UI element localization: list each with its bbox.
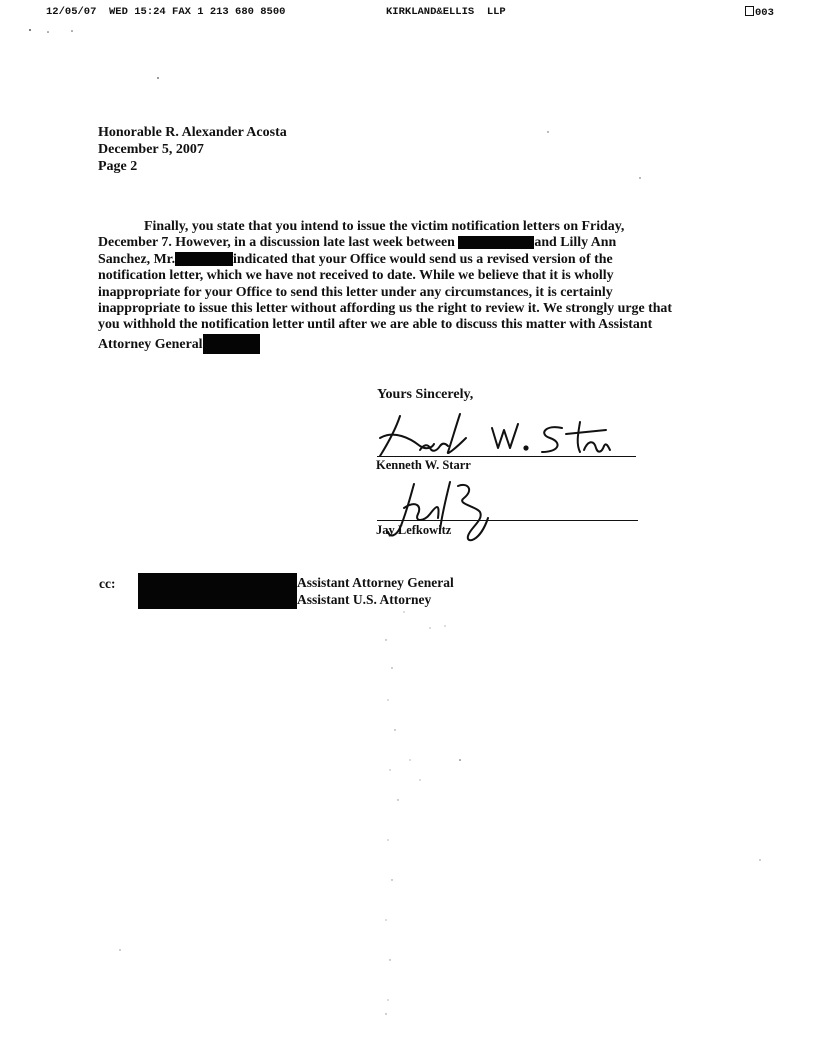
body-line-text: Attorney General <box>98 336 203 352</box>
cc-entry: Assistant U.S. Attorney <box>297 592 432 607</box>
body-line-text: December 7. <box>98 235 172 251</box>
cc-entry: Assistant Attorney General <box>297 575 454 590</box>
body-line <box>98 317 718 333</box>
redaction-box <box>138 573 297 609</box>
cc-label: cc: <box>99 576 116 591</box>
fax-sender: KIRKLAND&ELLIS LLP <box>386 6 506 18</box>
body-line-text: Finally, you state that you intend to issue the victim notification letters on Friday, <box>144 219 625 234</box>
body-line-text: , in a discussion late last week between <box>227 235 455 251</box>
signatory-name: Kenneth W. Starr <box>376 458 471 472</box>
page-heading <box>98 124 287 175</box>
body-line-text: However <box>175 235 228 251</box>
body-line <box>98 301 718 317</box>
body-line-text: indicated that your Office would send us a revised version of the <box>233 251 613 267</box>
body-line <box>98 235 718 251</box>
body-line-text: Sanchez, Mr. <box>98 251 176 267</box>
body-paragraph <box>98 219 718 350</box>
body-line <box>98 219 718 235</box>
body-line <box>98 334 718 350</box>
fax-datetime: 12/05/07 WED 15:24 FAX 1 213 680 8500 <box>46 6 286 18</box>
signatory-name: Jay Lefkowitz <box>376 523 452 537</box>
redaction-box <box>175 252 233 266</box>
body-line <box>98 268 718 284</box>
page-label: Page 2 <box>98 159 138 174</box>
body-line <box>98 252 718 268</box>
body-line-text: and Lilly Ann <box>534 235 617 251</box>
recipient-name: Honorable R. Alexander Acosta <box>98 125 287 140</box>
body-line-text: notification letter, which we have not received to date. While we believe that it is wholly <box>98 268 614 284</box>
signature-line <box>377 520 638 521</box>
closing-salutation: Yours Sincerely, <box>377 387 474 402</box>
body-line-text: inappropriate for your Office to send this letter under any circumstances, it is certainly <box>98 284 613 300</box>
fax-page-value: 003 <box>755 7 774 19</box>
body-line-text: inappropriate to issue this letter without affording us the right to review it. We strongly urge that <box>98 300 672 316</box>
redaction-box <box>203 334 260 354</box>
handwritten-signature-starr <box>376 408 636 460</box>
redaction-box <box>458 236 534 249</box>
body-line <box>98 285 718 301</box>
body-line-text: you withhold the notification letter until after we are able to discuss this matter with Assistant <box>98 317 653 333</box>
cc-list <box>297 574 454 608</box>
letter-date: December 5, 2007 <box>98 142 204 157</box>
